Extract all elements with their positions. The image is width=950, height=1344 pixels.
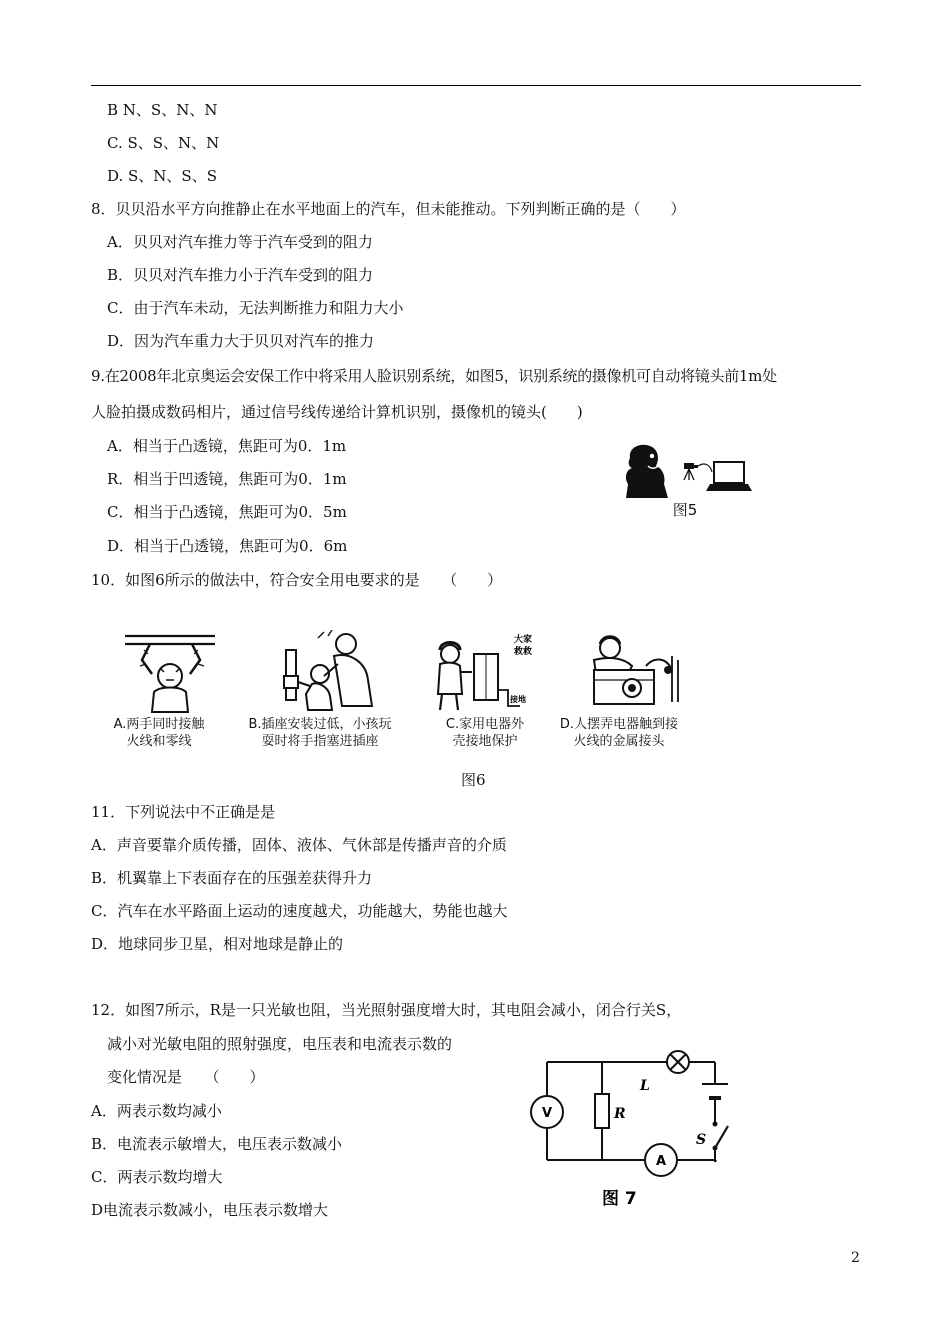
q9-stem-line1: 9.在2008年北京奥运会安保工作中将采用人脸识别系统，如图5，识别系统的摄像机可自动将镜头前1m处	[91, 367, 777, 385]
q8-option-d: D．因为汽车重力大于贝贝对汽车的推力	[107, 332, 375, 350]
switch-label: S	[696, 1132, 707, 1148]
ammeter-label: A	[655, 1154, 667, 1169]
q12-stem-line2: 减小对光敏电阻的照射强度，电压表和电流表示数的	[107, 1035, 453, 1053]
panel-b-caption-line2: 耍时将手指塞进插座	[261, 734, 379, 749]
header-rule	[91, 85, 861, 86]
q8-option-c: C．由于汽车未动，无法判断推力和阻力大小	[107, 299, 404, 317]
panel-a-caption-line2: 火线和零线	[126, 734, 192, 749]
lamp-icon	[667, 1051, 689, 1073]
q9-option-a: A．相当于凸透镜，焦距可为0．1m	[107, 437, 347, 455]
q11-stem: 11．下列说法中不正确是是	[91, 803, 276, 821]
figure-7-caption: 图 7	[602, 1189, 637, 1209]
voltmeter-label: V	[541, 1106, 553, 1121]
q12-option-a: A．两表示数均减小	[91, 1102, 222, 1120]
q12-option-b: B．电流表示敏增大，电压表示数减小	[91, 1135, 343, 1153]
panel-c-mark-mid: 救救	[514, 647, 533, 657]
panel-c-mark-top: 大家	[514, 635, 533, 645]
q9-option-d: D．相当于凸透镜，焦距可为0．6m	[107, 537, 348, 555]
q12-stem-line1: 12．如图7所示，R是一只光敏也阻，当光照射强度增大时，其电阻会减小，闭合行关S，	[91, 1001, 682, 1019]
laptop-icon	[706, 462, 752, 491]
panel-b-caption-line1: B.插座安装过低，小孩玩	[248, 717, 392, 732]
q8-option-b: B．贝贝对汽车推力小于汽车受到的阻力	[107, 266, 374, 284]
panel-c-caption-line2: 壳接地保护	[452, 734, 518, 749]
q11-option-c: C．汽车在水平路面上运动的速度越犬，功能越大，势能也越大	[91, 902, 508, 920]
figure-7-circuit	[510, 1040, 755, 1215]
signal-cable	[698, 464, 712, 472]
panel-d-caption-line1: D.人摆弄电器触到接	[559, 717, 679, 732]
figure-6-panel-c-grounded-appliance	[428, 630, 538, 714]
q11-option-d: D．地球同步卫星，相对地球是静止的	[91, 935, 344, 953]
battery-icon	[702, 1084, 728, 1098]
q8-stem: 8．贝贝沿水平方向推静止在水平地面上的汽车，但未能推动。下列判断正确的是（ ）	[91, 200, 686, 218]
panel-c-caption-line1: C.家用电器外	[445, 717, 525, 732]
page-number: 2	[851, 1250, 860, 1266]
q7-option-d: D. S、N、S、S	[107, 167, 217, 185]
figure-6-panel-d-live-terminal	[580, 630, 690, 714]
q12-option-c: C．两表示数均增大	[91, 1168, 223, 1186]
q11-option-a: A．声音要靠介质传播，固体、液体、气休部是传播声音的介质	[91, 836, 507, 854]
q7-option-b: B N、S、N、N	[107, 101, 218, 119]
figure-6-panel-a-touching-wires	[120, 630, 230, 714]
q9-option-c: C．相当于凸透镜，焦距可为0．5m	[107, 503, 347, 521]
switch-icon	[713, 1122, 729, 1151]
figure-5-caption: 图5	[672, 501, 698, 519]
resistor-icon	[595, 1094, 609, 1128]
q8-option-a: A．贝贝对汽车推力等于汽车受到的阻力	[107, 233, 373, 251]
panel-a-caption-line1: A.两手同时接触	[113, 717, 205, 732]
q12-option-d: D电流表示数减小，电压表示数增大	[91, 1201, 329, 1219]
figure-6-panel-b-low-socket	[280, 630, 390, 714]
person-silhouette-icon	[626, 445, 668, 498]
q12-stem-line3: 变化情况是 （ ）	[107, 1068, 265, 1086]
q7-option-c: C. S、S、N、N	[107, 134, 220, 152]
camera-icon	[684, 463, 698, 480]
resistor-label: R	[614, 1106, 626, 1122]
panel-c-mark-ground: 接地	[510, 695, 526, 704]
lamp-label: L	[640, 1078, 650, 1094]
figure-6-caption: 图6	[461, 771, 486, 789]
figure-5-face-recognition	[618, 440, 754, 506]
q11-option-b: B．机翼靠上下表面存在的压强差获得升力	[91, 869, 373, 887]
q9-option-b: R．相当于凹透镜，焦距可为0．1m	[107, 470, 347, 488]
q9-stem-line2: 人脸拍摄成数码相片，通过信号线传递给计算机识别，摄像机的镜头( )	[91, 403, 583, 421]
q10-stem: 10．如图6所示的做法中，符合安全用电要求的是 （ ）	[91, 571, 503, 589]
panel-d-caption-line2: 火线的金属接头	[573, 734, 665, 749]
